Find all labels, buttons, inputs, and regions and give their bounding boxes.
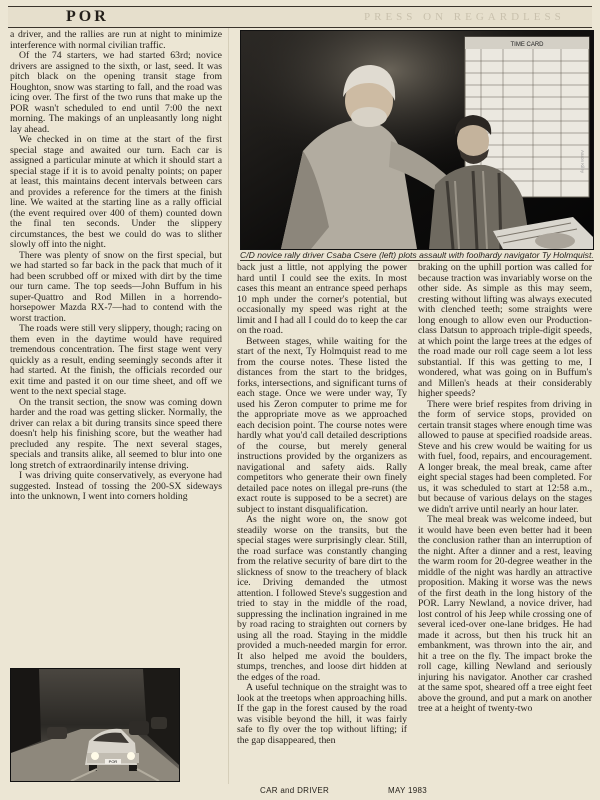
text-column-3	[418, 263, 592, 783]
rally-planning-photo	[240, 30, 594, 250]
paragraph: braking on the uphill portion was called for because traction was invariably worse on the other side. As simple as this may seem, cresting without lifting was always executed with clenched teeth; some straights were long enough to allow even our Production-class Datsun to approach triple-digit speeds, at which point the large trees at the edges of the road made our roll cage seem a lot less substantial. If this was getting to me, I wondered, what was going on in Buffum's and Millen's heads at their considerably higher speeds?	[418, 263, 592, 399]
text-column-2	[237, 263, 407, 783]
footer-magazine-name: CAR and DRIVER	[260, 786, 330, 795]
rally-car-photo	[10, 668, 180, 782]
paragraph: On the transit section, the snow was coming down harder and the road was getting slicker. Normally, the driver can relax a bit during transits since speed there doesn't help his finishing score, but the weather had precluded any respite. The next several stages, specials and transits alike, all seemed to blur into one long stretch of extraordinarily intense driving.	[10, 396, 222, 471]
bleed-through-header: PRESS ON REGARDLESS	[364, 11, 565, 23]
text-column-1	[10, 30, 222, 666]
paragraph: The meal break was welcome indeed, but it would have been even better had it been the conclusion rather than an interruption of the night. After a dinner and a rest, leaving the warm room for 20-degree weather in the middle of the night was hardly an attractive proposition. Making it worse was the news of the first death in the long history of the POR. Larry Newland, a novice driver, had lost control of his Jeep while crossing one of several iced-over one-lane bridges. He had made it across, but then his truck hit an embankment, was thrown into the air, and hit a tree on the fly. The impact broke the roll cage, killing Newland and seriously injuring his navigator. Another car crashed at the same spot, sheared off a tree eight feet above the ground, and put a mark on another tree at a height of twenty-two	[418, 514, 592, 714]
paragraph: The roads were still very slippery, though; racing on them even in the daytime would have required tremendous concentration. The first stage went very quickly as a result, ending seemingly seconds after it had started. At the finish, the officials recorded our exit time and pasted it on our time sheet, and off we went to the next special stage.	[10, 323, 222, 397]
running-header	[8, 6, 592, 28]
paragraph: a driver, and the rallies are run at night to minimize interference with normal civilian traffic.	[10, 30, 222, 51]
chart-header-text: TIME CARD	[510, 42, 544, 48]
page-fold-crease	[228, 28, 229, 784]
paragraph: A useful technique on the straight was to look at the treetops when approaching hills. If the gap in the forest caused by the road was visible beyond the hill, it was fairly safe to fly over the top without lifting; if the gap disappeared, then	[237, 682, 407, 746]
paragraph: Of the 74 starters, we had started 63rd; novice drivers are assigned to the sixth, or last, seed. It was pitch black on the opening transit stage from Houghton, snow was starting to fall, and the road was icing over. The first of the two runs that make up the POR wasn't scheduled to end until 7:00 the next morning. The makings of an unpleasantly long night lay ahead.	[10, 50, 222, 135]
paragraph: I was driving quite conservatively, as everyone had suggested. Instead of tossing the 200-SX sideways into the unknown, I went into corners holding	[10, 470, 222, 502]
section-title: POR	[66, 8, 109, 25]
paragraph: As the night wore on, the snow got steadily worse on the transits, but the special stages were surprisingly clear. Still, the road surface was constantly changing from the relative security of bare dirt to the slickness of snow to the treachery of black ice. Driving demanded the utmost attention. I followed Steve's suggestion and tried to stay in the middle of the road, suppressing the inclination ingrained in me by road racing to straighten out corners by using all the road. Staying in the middle provided a much-needed margin for error. It also helped me avoid the boulders, stumps, trenches, and loose dirt hidden at the edges of the road.	[237, 514, 407, 683]
paragraph: There was plenty of snow on the first special, but we had started so far back in the pack that much of it had been scrubbed off or mixed with dirt by the time our turn came. The top seeds—John Buffum in his super-Quattro and Rod Millen in a horrendo-horsepower Mazda RX-7—had to contend with the worst traction.	[10, 249, 222, 324]
photo-caption: C/D novice rally driver Csaba Csere (left) plots assault with foolhardy navigator Ty Holmquist.	[240, 250, 594, 260]
paragraph: There were brief respites from driving in the form of service stops, provided on certain transit stages where enough time was allowed to pause at specified roadside areas. Steve and his crew would be waiting for us with fuel, food, repairs, and encouragement. A longer break, the meal break, came after eight special stages had been completed. For us, it was scheduled to start at 12:58 a.m., but because of various delays on the stages we didn't arrive until nearly an hour later.	[418, 398, 592, 515]
paragraph: back just a little, not applying the power hard until I could see the exits. In most cases this meant an entrance speed perhaps 10 mph under the corner's potential, but occasionally my speed was right at the limit and I had all I could do to keep the car on the road.	[237, 263, 407, 336]
photo-credit: Aaron Kiley	[580, 150, 585, 174]
car-plate: POR	[108, 759, 118, 764]
footer-issue-date: MAY 1983	[388, 786, 428, 795]
paragraph: Between stages, while waiting for the start of the next, Ty Holmquist read to me from the course notes. These listed the distances from the start to the bridges, forks, intersections, and significant turns of each stage. Once we were under way, Ty used his Zeron computer to prime me for the appropriate move as we approached each decision point. The course notes were hardly what you'd call detailed descriptions of the course, but merely general instructions provided by the organizers as navigational and safety aids. Rally competitors who generate their own finely detailed pace notes on illegal pre-runs (the exact route is supposed to be a secret) are subject to instant disqualification.	[237, 335, 407, 515]
paragraph: We checked in on time at the start of the first special stage and awaited our turn. Each car is assigned a particular minute at which it should start a special stage if it is to avoid penalty points; on paper at least, this maintains decent intervals between cars and provides a reference for the timers at the finish line. We waited at the starting line as a rally official (the event required over 400 of them) counted down the final ten seconds. Under the slippery circumstances, the best we could do was to slither slowly off into the night.	[10, 134, 222, 250]
